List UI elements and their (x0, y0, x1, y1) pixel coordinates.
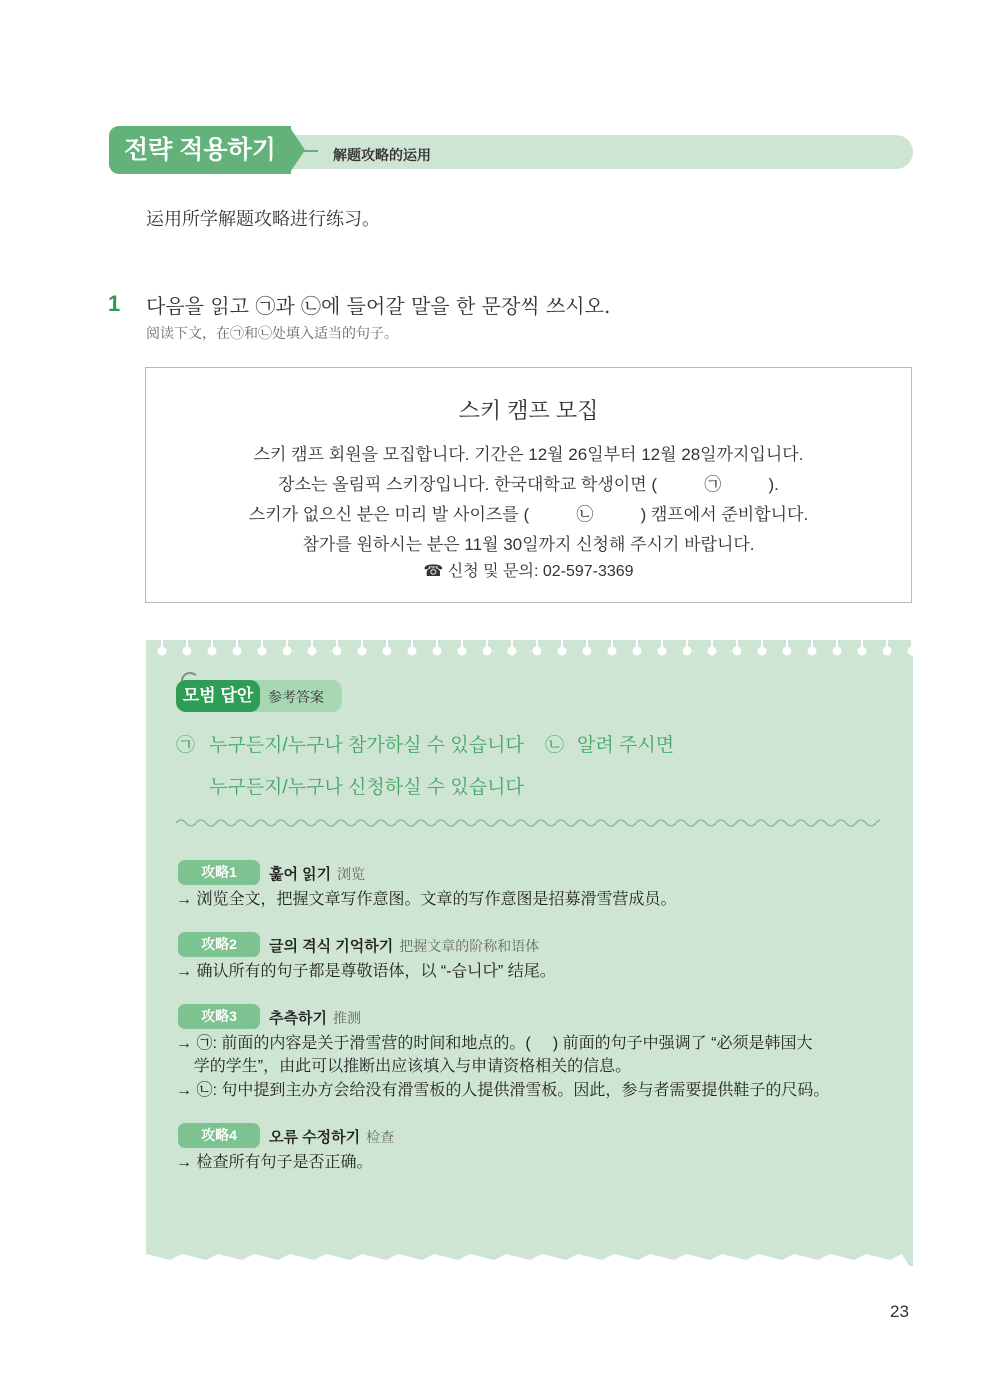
strategy-desc-3a: → ㉠: 前面的内容是关于滑雪营的时间和地点的。( ) 前面的句子中强调了 “必须是韩国大 (176, 1035, 813, 1052)
section-tag: 전략 적용하기 (109, 126, 291, 174)
answer-text-1: 누구든지/누구나 참가하실 수 있습니다 (209, 735, 524, 756)
answer-text-2: 알려 주시면 (577, 735, 675, 756)
strategy-title-4: 오류 수정하기 检查 (269, 1129, 395, 1146)
notice-box (145, 367, 912, 603)
strategy-title-3: 추측하기 推测 (269, 1010, 361, 1027)
notice-line: 참가를 원하시는 분은 11월 30일까지 신청해 주시기 바랍니다. (302, 535, 755, 554)
answer-text-alt: 누구든지/누구나 신청하실 수 있습니다 (209, 777, 524, 798)
intro-text: 运用所学解题攻略进行练习。 (146, 209, 380, 230)
notebook-holes (146, 637, 913, 659)
strategy-desc-4: → 检查所有句子是否正确。 (176, 1154, 373, 1171)
page-number: 23 (890, 1302, 909, 1321)
notice-line: 스키가 없으신 분은 미리 발 사이즈를 ( ㉡ ) 캠프에서 준비합니다. (248, 505, 809, 524)
torn-edge (146, 1248, 913, 1272)
strategy-badge-1: 攻略1 (178, 860, 260, 885)
strategy-desc-2: → 确认所有的句子都是尊敬语体，以 “-습니다” 结尾。 (176, 963, 556, 980)
wavy-divider (176, 816, 880, 830)
notice-title: 스키 캠프 모집 (458, 398, 599, 423)
strategy-title-1: 훑어 읽기 浏览 (269, 866, 366, 883)
strategy-badge-4: 攻略4 (178, 1123, 260, 1148)
section-subtitle: 解题攻略的运用 (333, 147, 431, 163)
strategy-desc-3c: → ㉡: 句中提到主办方会给没有滑雪板的人提供滑雪板。因此，参与者需要提供鞋子的尺码。 (176, 1082, 830, 1099)
strategy-desc-1: → 浏览全文，把握文章写作意图。文章的写作意图是招募滑雪营成员。 (176, 891, 677, 908)
answer-badge: 모범 답안 (176, 680, 260, 712)
question-subtext: 阅读下文，在㉠和㉡处填入适当的句子。 (146, 325, 398, 341)
answer-marker-2: ㉡ (545, 735, 565, 756)
question-number: 1 (108, 291, 121, 316)
notice-line: 스키 캠프 회원을 모집합니다. 기간은 12월 26일부터 12월 28일까지입니다. (253, 445, 804, 464)
answer-badge-sub: 参考答案 (268, 689, 324, 705)
notice-line: 장소는 올림픽 스키장입니다. 한국대학교 학생이면 ( ㉠ ). (278, 475, 779, 494)
connector-line (300, 150, 318, 152)
answer-marker-1: ㉠ (176, 735, 196, 756)
strategy-badge-2: 攻略2 (178, 932, 260, 957)
strategy-desc-3b: 学的学生”，由此可以推断出应该填入与申请资格相关的信息。 (176, 1058, 632, 1075)
question-text: 다음을 읽고 ㉠과 ㉡에 들어갈 말을 한 문장씩 쓰시오. (146, 294, 611, 318)
notice-contact: ☎ 신청 및 문의: 02-597-3369 (423, 563, 634, 580)
strategy-badge-3: 攻略3 (178, 1004, 260, 1029)
strategy-title-2: 글의 격식 기억하기 把握文章的阶称和语体 (269, 938, 540, 955)
